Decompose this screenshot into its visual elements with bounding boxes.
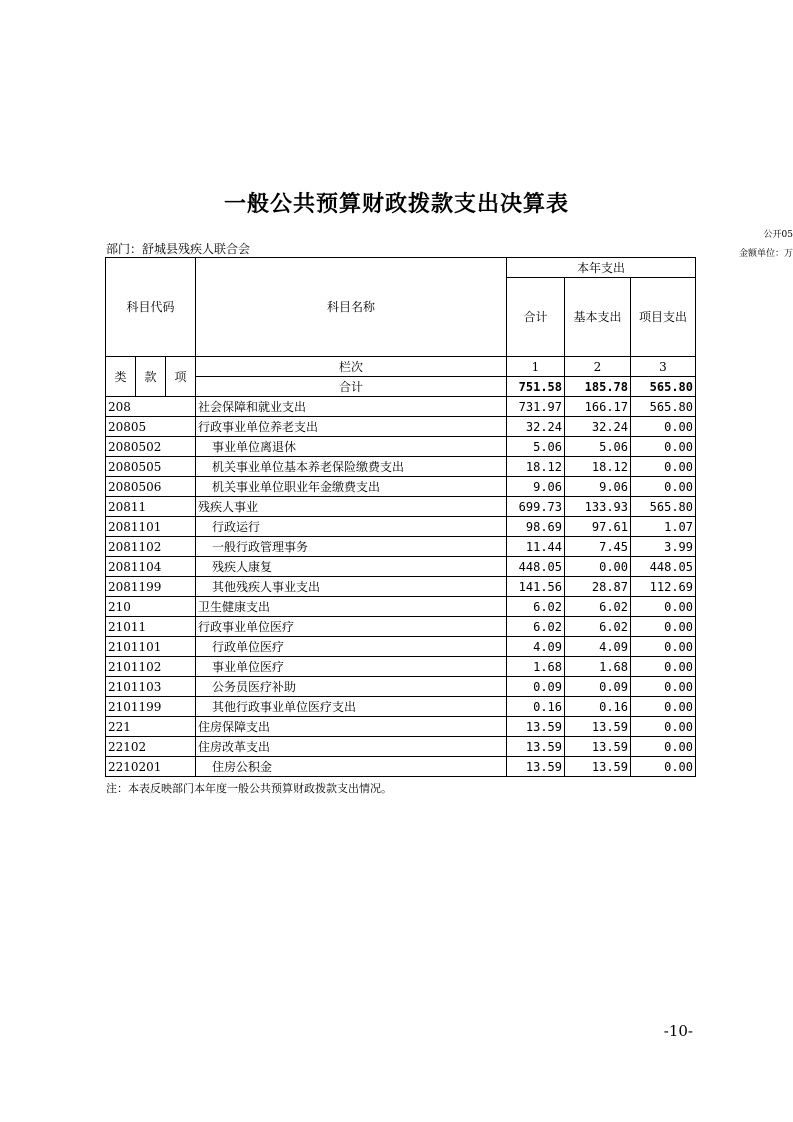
- table-row: [106, 397, 696, 417]
- row-project: 0.00: [631, 717, 696, 737]
- row-basic: 6.02: [565, 617, 631, 637]
- row-total: 5.06: [507, 437, 565, 457]
- row-name: 残疾人康复: [196, 557, 507, 577]
- page-number: -10-: [663, 1022, 693, 1040]
- row-basic: 9.06: [565, 477, 631, 497]
- row-code: 208: [106, 397, 196, 417]
- header-col1: 1: [507, 357, 565, 377]
- row-code: 21011: [106, 617, 196, 637]
- header-basic: 基本支出: [565, 278, 631, 357]
- row-project: 112.69: [631, 577, 696, 597]
- row-total: 32.24: [507, 417, 565, 437]
- total-row-basic: 185.78: [565, 377, 631, 397]
- table-row: [106, 757, 696, 777]
- row-basic: 133.93: [565, 497, 631, 517]
- header-lei: 类: [106, 357, 136, 397]
- table-row: [106, 697, 696, 717]
- row-total: 13.59: [507, 757, 565, 777]
- row-total: 1.68: [507, 657, 565, 677]
- header-xiang: 项: [166, 357, 196, 397]
- row-project: 0.00: [631, 637, 696, 657]
- row-total: 13.59: [507, 737, 565, 757]
- department-label: 部门：舒城县残疾人联合会: [106, 242, 251, 256]
- row-total: 699.73: [507, 497, 565, 517]
- row-code: 2080505: [106, 457, 196, 477]
- table-row: [106, 677, 696, 697]
- table-row: [106, 517, 696, 537]
- header-kuan: 款: [136, 357, 166, 397]
- row-basic: 1.68: [565, 657, 631, 677]
- row-code: 2101199: [106, 697, 196, 717]
- row-project: 565.80: [631, 497, 696, 517]
- row-project: 0.00: [631, 457, 696, 477]
- row-code: 20805: [106, 417, 196, 437]
- row-basic: 13.59: [565, 757, 631, 777]
- row-project: 0.00: [631, 417, 696, 437]
- total-row-total: 751.58: [507, 377, 565, 397]
- table-row: [106, 457, 696, 477]
- row-basic: 28.87: [565, 577, 631, 597]
- row-code: 2081102: [106, 537, 196, 557]
- row-name: 住房公积金: [196, 757, 507, 777]
- row-total: 731.97: [507, 397, 565, 417]
- table-row: [106, 417, 696, 437]
- row-total: 6.02: [507, 617, 565, 637]
- header-col3: 3: [631, 357, 696, 377]
- table-row: [106, 737, 696, 757]
- table-row: [106, 637, 696, 657]
- table-row: [106, 577, 696, 597]
- row-basic: 6.02: [565, 597, 631, 617]
- total-row-label: 合计: [196, 377, 507, 397]
- header-col2: 2: [565, 357, 631, 377]
- row-total: 0.16: [507, 697, 565, 717]
- row-project: 0.00: [631, 477, 696, 497]
- row-name: 机关事业单位基本养老保险缴费支出: [196, 457, 507, 477]
- row-code: 2080502: [106, 437, 196, 457]
- header-code: 科目代码: [106, 258, 196, 357]
- row-project: 0.00: [631, 737, 696, 757]
- row-total: 4.09: [507, 637, 565, 657]
- row-basic: 0.16: [565, 697, 631, 717]
- row-code: 2081101: [106, 517, 196, 537]
- table-row: [106, 617, 696, 637]
- row-code: 2081199: [106, 577, 196, 597]
- row-code: 2101101: [106, 637, 196, 657]
- row-basic: 18.12: [565, 457, 631, 477]
- row-total: 11.44: [507, 537, 565, 557]
- table-row: [106, 437, 696, 457]
- row-basic: 0.09: [565, 677, 631, 697]
- row-basic: 4.09: [565, 637, 631, 657]
- row-basic: 13.59: [565, 737, 631, 757]
- row-project: 0.00: [631, 617, 696, 637]
- row-name: 事业单位离退休: [196, 437, 507, 457]
- table-row: [106, 497, 696, 517]
- row-basic: 166.17: [565, 397, 631, 417]
- table-row: [106, 477, 696, 497]
- row-project: 0.00: [631, 437, 696, 457]
- table-row: [106, 657, 696, 677]
- row-basic: 97.61: [565, 517, 631, 537]
- row-basic: 0.00: [565, 557, 631, 577]
- row-basic: 13.59: [565, 717, 631, 737]
- row-name: 其他行政事业单位医疗支出: [196, 697, 507, 717]
- total-row-project: 565.80: [631, 377, 696, 397]
- row-total: 6.02: [507, 597, 565, 617]
- row-project: 448.05: [631, 557, 696, 577]
- header-lanci: 栏次: [196, 357, 507, 377]
- row-name: 其他残疾人事业支出: [196, 577, 507, 597]
- row-total: 141.56: [507, 577, 565, 597]
- row-name: 行政运行: [196, 517, 507, 537]
- table-row: [106, 717, 696, 737]
- amount-unit: 金额单位：万: [738, 249, 793, 259]
- row-name: 机关事业单位职业年金缴费支出: [196, 477, 507, 497]
- row-code: 22102: [106, 737, 196, 757]
- row-project: 565.80: [631, 397, 696, 417]
- row-name: 一般行政管理事务: [196, 537, 507, 557]
- row-total: 0.09: [507, 677, 565, 697]
- row-project: 1.07: [631, 517, 696, 537]
- row-code: 20811: [106, 497, 196, 517]
- row-name: 社会保障和就业支出: [196, 397, 507, 417]
- row-code: 2101103: [106, 677, 196, 697]
- document-code: 公开05: [763, 230, 793, 240]
- table-row: [106, 537, 696, 557]
- row-name: 住房保障支出: [196, 717, 507, 737]
- row-name: 残疾人事业: [196, 497, 507, 517]
- row-name: 行政事业单位医疗: [196, 617, 507, 637]
- row-name: 卫生健康支出: [196, 597, 507, 617]
- row-code: 2101102: [106, 657, 196, 677]
- row-code: 210: [106, 597, 196, 617]
- row-name: 事业单位医疗: [196, 657, 507, 677]
- header-total: 合计: [507, 278, 565, 357]
- row-project: 3.99: [631, 537, 696, 557]
- table-note: 注：本表反映部门本年度一般公共预算财政拨款支出情况。: [106, 782, 392, 795]
- table-row: [106, 557, 696, 577]
- table-row: [106, 597, 696, 617]
- row-name: 住房改革支出: [196, 737, 507, 757]
- row-total: 18.12: [507, 457, 565, 477]
- row-total: 13.59: [507, 717, 565, 737]
- row-project: 0.00: [631, 697, 696, 717]
- page-title: 一般公共预算财政拨款支出决算表: [223, 192, 569, 217]
- row-basic: 5.06: [565, 437, 631, 457]
- row-basic: 32.24: [565, 417, 631, 437]
- expenditure-table: [105, 257, 696, 777]
- header-name: 科目名称: [196, 258, 507, 357]
- row-project: 0.00: [631, 677, 696, 697]
- header-year-expense: 本年支出: [507, 258, 696, 278]
- row-project: 0.00: [631, 657, 696, 677]
- header-project: 项目支出: [631, 278, 696, 357]
- row-total: 448.05: [507, 557, 565, 577]
- row-code: 221: [106, 717, 196, 737]
- row-name: 行政单位医疗: [196, 637, 507, 657]
- row-code: 2081104: [106, 557, 196, 577]
- row-code: 2210201: [106, 757, 196, 777]
- row-project: 0.00: [631, 597, 696, 617]
- row-project: 0.00: [631, 757, 696, 777]
- row-name: 行政事业单位养老支出: [196, 417, 507, 437]
- row-code: 2080506: [106, 477, 196, 497]
- row-basic: 7.45: [565, 537, 631, 557]
- row-total: 9.06: [507, 477, 565, 497]
- row-name: 公务员医疗补助: [196, 677, 507, 697]
- row-total: 98.69: [507, 517, 565, 537]
